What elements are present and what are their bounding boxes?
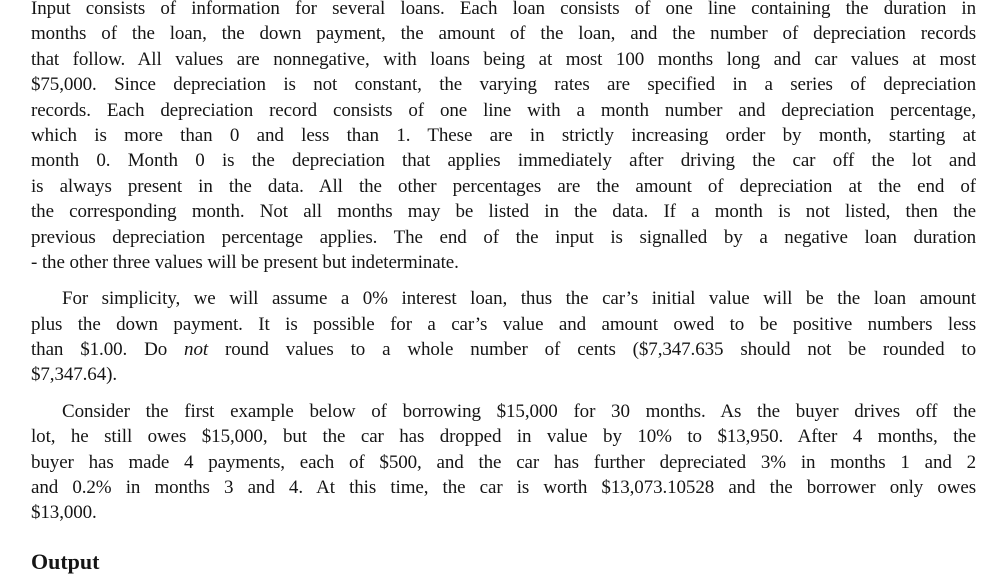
text-run: is always present in the data. All the other percentages are the amount of depreciation at the end of [31,175,976,197]
text-line [31,362,976,387]
paragraph [31,286,976,388]
output-section-heading: Output [31,549,100,574]
text-run: plus the down payment. It is possible for a car’s value and amount owed to be positive numbers less [31,313,976,335]
text-run: than $1.00. Do [31,339,185,361]
text-line [31,424,976,449]
emphasized-text: not [184,339,209,361]
text-run: Consider the first example below of borrowing $15,000 for 30 months. As the buyer drives off the [62,400,976,422]
text-run: the corresponding month. Not all months may be listed in the data. If a month is not listed, then the [31,201,976,223]
paragraph [31,399,976,526]
text-line [31,21,976,46]
text-line [31,500,976,525]
text-run: $13,000. [31,502,97,524]
text-line [31,148,976,173]
text-line [31,225,976,250]
text-run: month 0. Month 0 is the depreciation that applies immediately after driving the car off the lot and [31,150,976,172]
text-run: which is more than 0 and less than 1. These are in strictly increasing order by month, starting at [31,124,976,146]
text-line [31,123,976,148]
text-run: $7,347.64). [31,364,117,386]
text-line [31,98,976,123]
text-line [31,337,976,362]
text-run: buyer has made 4 payments, each of $500, and the car has further depreciated 3% in months 1 and 2 [31,451,976,473]
text-line [31,312,976,337]
text-run: - the other three values will be present but indeterminate. [31,251,459,273]
text-run: For simplicity, we will assume a 0% interest loan, thus the car’s initial value will be the loan amount [62,288,976,310]
text-line [31,399,976,424]
text-run: previous depreciation percentage applies. The end of the input is signalled by a negative loan duration [31,226,976,248]
text-run: lot, he still owes $15,000, but the car has dropped in value by 10% to $13,950. After 4 months, the [31,426,976,448]
text-line [31,174,976,199]
paragraph [31,0,976,275]
text-run: months of the loan, the down payment, the amount of the loan, and the number of depreciation records [31,23,976,45]
text-line [31,72,976,97]
text-run: $75,000. Since depreciation is not constant, the varying rates are specified in a series of depreciation [31,74,976,96]
text-line [31,286,976,311]
text-line [31,475,976,500]
text-line [31,0,976,21]
text-line [31,250,976,275]
text-run: and 0.2% in months 3 and 4. At this time, the car is worth $13,073.10528 and the borrower only owes [31,477,976,499]
text-run: round values to a whole number of cents ($7,347.635 should not be rounded to [208,339,976,361]
text-line [31,47,976,72]
problem-statement-text [31,0,976,526]
text-run: Input consists of information for several loans. Each loan consists of one line containing the duration in [31,0,976,19]
text-run: that follow. All values are nonnegative, with loans being at most 100 months long and car values at most [31,48,976,70]
text-line [31,199,976,224]
text-line [31,450,976,475]
text-run: records. Each depreciation record consists of one line with a month number and depreciation percentage, [31,99,976,121]
